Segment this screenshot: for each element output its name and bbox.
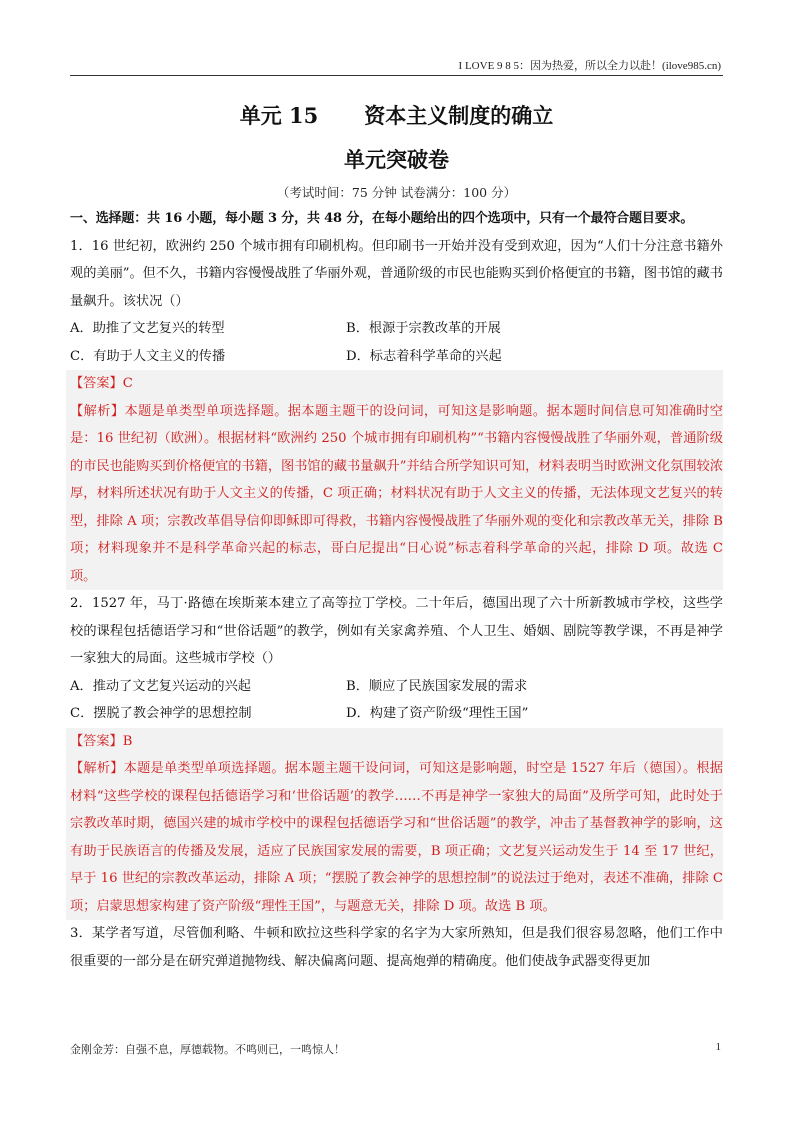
options-row (70, 343, 723, 371)
header-divider (70, 75, 723, 76)
option-a: A．推动了文艺复兴运动的兴起 (70, 678, 251, 694)
exam-meta: （考试时间：75 分钟 试卷满分：100 分） (276, 185, 517, 200)
option-b: B．顺应了民族国家发展的需求 (346, 678, 528, 694)
answer-block (66, 370, 723, 590)
options-row (70, 315, 723, 343)
question-1 (70, 233, 723, 591)
question-stem: 1．16 世纪初，欧洲约 250 个城市拥有印刷机构。但印刷书一开始并没有受到欢迎，因为“人们十分注意书籍外观的美丽”。但不久，书籍内容慢慢战胜了华丽外观，普通阶级的市民也能购买到价格便宜的书籍，图书馆的藏书量飙升。该状况（） (70, 238, 723, 309)
unit-name: 资本主义制度的确立 (364, 103, 554, 128)
option-b: B．根源于宗教改革的开展 (346, 321, 501, 336)
question-2 (70, 590, 723, 920)
option-c: C．有助于人文主义的传播 (70, 348, 226, 364)
question-stem: 2．1527 年，马丁·路德在埃斯莱本建立了高等拉丁学校。二十年后，德国出现了六十所新教城市学校，这些学校的课程包括德语学习和“世俗话题”的教学，例如有关家禽养殖、个人卫生、婚姻、剧院等教学课，不再是神学一家独大的局面。这些城市学校（） (70, 596, 723, 666)
footer-motto: 金刚金芳：自强不息，厚德载物。不鸣则已，一鸣惊人！ (70, 1043, 345, 1056)
section-heading: 一、选择题：共 16 小题，每小题 3 分，共 48 分，在每小题给出的四个选项中，只有一个最符合题目要求。 (70, 211, 694, 226)
question-stem: 3．某学者写道，尽管伽利略、牛顿和欧拉这些科学家的名字为大家所熟知，但是我们很容易忽略，他们工作中很重要的一部分是在研究弹道抛物线、解决偏离问题、提高炮弹的精确度。他们使战争武器变得更加 (70, 926, 723, 969)
page-header: I LOVE 9 8 5：因为热爱，所以全力以赴！(ilove985.cn) (458, 60, 721, 72)
question-3 (70, 920, 723, 975)
option-c: C．摆脱了教会神学的思想控制 (70, 706, 252, 721)
page-number: 1 (715, 1041, 721, 1053)
option-d: D．标志着科学革命的兴起 (346, 348, 502, 364)
analysis-text: 【解析】本题是单类型单项选择题。据本题主题干设问词，可知这是影响题，时空是 1527 年后（德国）。根据材料“这些学校的课程包括德语学习和‘世俗话题’的教学……不再是神学一家独大的局面”及所学可知，此时处于宗教改革时期，德国兴建的城市学校中的课程包括德语学习和“世俗话题”的教学，冲击了基督教神学的影响，这有助于民族语言的传播及发展，适应了民族国家发展的需要，B 项正确；文艺复兴运动发生于 14 至 17 世纪，早于 16 世纪的宗教改革运动，排除 A 项；“摆脱了教会神学的思想控制”的说法过于绝对，表述不准确，排除 C 项；启蒙思想家构建了资产阶级“理性王国”，与题意无关，排除 D 项。故选 B 项。 (70, 761, 723, 914)
document-body (70, 205, 723, 975)
page-subtitle: 单元突破卷 (344, 147, 449, 172)
options-row (70, 700, 723, 728)
answer-block (66, 728, 723, 921)
answer-label: 【答案】C (70, 376, 133, 391)
analysis-text: 【解析】本题是单类型单项选择题。据本题主题干的设问词，可知这是影响题。据本题时间信息可知准确时空是：16 世纪初（欧洲）。根据材料“欧洲约 250 个城市拥有印刷机构”“书籍内容慢慢战胜了华丽外观，普通阶级的市民也能购买到价格便宜的书籍，图书馆的藏书量飙升”并结合所学知识可知，材料表明当时欧洲文化氛围较浓厚，材料所述状况有助于人文主义的传播，C 项正确；材料状况有助于人文主义的传播，无法体现文艺复兴的转型，排除 A 项；宗教改革倡导信仰即稣即可得救，书籍内容慢慢战胜了华丽外观的变化和宗教改革无关，排除 B 项；材料现象并不是科学革命兴起的标志，哥白尼提出“日心说”标志着科学革命的兴起，排除 D 项。故选 C 项。 (70, 403, 723, 584)
options-row (70, 673, 723, 701)
option-a: A．助推了文艺复兴的转型 (70, 321, 225, 336)
answer-label: 【答案】B (70, 733, 133, 749)
option-d: D．构建了资产阶级“理性王国” (346, 706, 529, 721)
page-title (0, 100, 793, 130)
unit-number: 单元 15 (239, 103, 319, 128)
